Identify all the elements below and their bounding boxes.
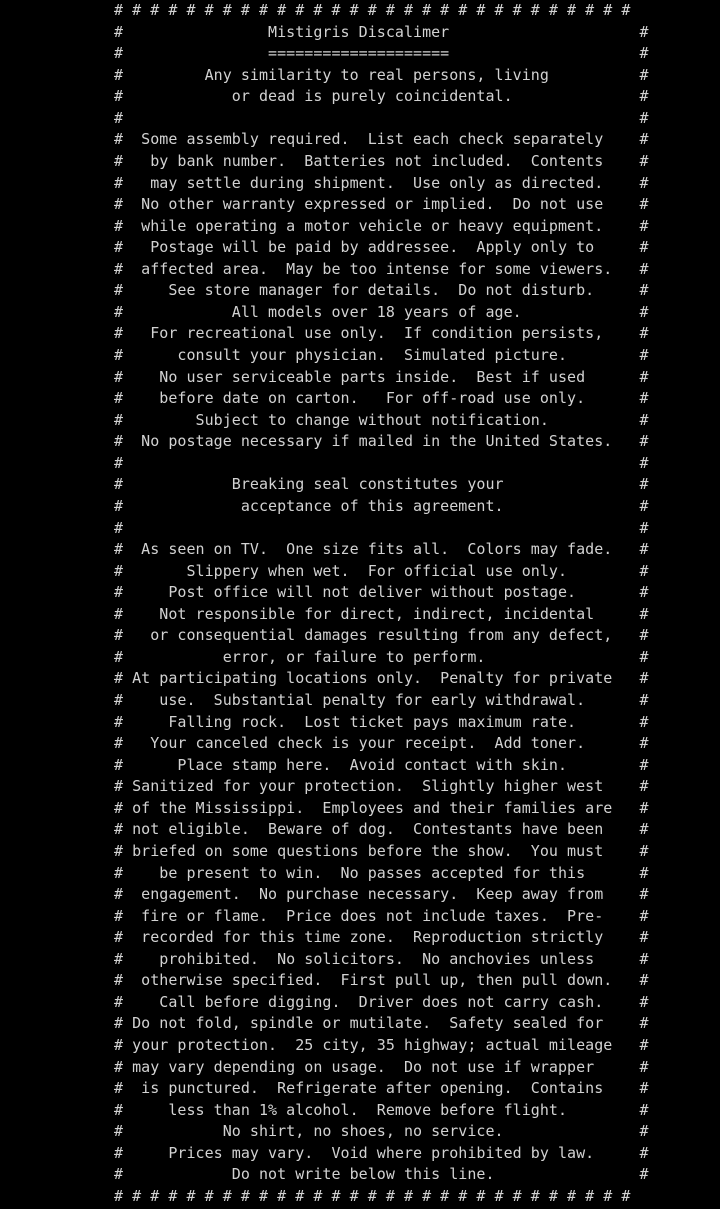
text-line: # Slippery when wet. For official use only. # <box>114 561 649 580</box>
text-line: # not eligible. Beware of dog. Contestants have been # <box>114 820 649 839</box>
text-line: # may settle during shipment. Use only as directed. # <box>114 173 649 192</box>
text-line: # Your canceled check is your receipt. Add toner. # <box>114 734 649 753</box>
text-line: # consult your physician. Simulated picture. # <box>114 346 649 364</box>
text-line: # Subject to change without notification. # <box>114 410 649 429</box>
text-line: # of the Mississippi. Employees and their families are # <box>114 798 649 817</box>
text-line: # is punctured. Refrigerate after opening. Contains # <box>114 1079 649 1098</box>
text-line: # No user serviceable parts inside. Best if used # <box>114 367 649 386</box>
text-line: # or dead is purely coincidental. # <box>114 87 649 106</box>
text-line: # Post office will not deliver without postage. # <box>114 583 649 602</box>
text-line: # # <box>114 108 649 127</box>
text-line: # briefed on some questions before the show. You must # <box>114 841 649 860</box>
text-line: # error, or failure to perform. # <box>114 647 649 666</box>
disclaimer-text-block <box>114 0 649 1208</box>
text-line: # affected area. May be too intense for some viewers. # <box>114 259 649 278</box>
text-line: # be present to win. No passes accepted for this # <box>114 863 649 882</box>
text-line: # No postage necessary if mailed in the United States. # <box>114 432 649 451</box>
border-top: # # # # # # # # # # # # # # # # # # # # # # # # # # # # # <box>114 1 631 19</box>
text-line: # See store manager for details. Do not disturb. # <box>114 281 649 300</box>
text-line: # Place stamp here. Avoid contact with skin. # <box>114 755 649 774</box>
text-line: # Do not fold, spindle or mutilate. Safety sealed for # <box>114 1014 649 1033</box>
text-line: # recorded for this time zone. Reproduction strictly # <box>114 928 649 947</box>
text-line: # engagement. No purchase necessary. Keep away from # <box>114 885 649 904</box>
title-underline: # ==================== # <box>114 44 649 63</box>
text-line: # before date on carton. For off-road use only. # <box>114 389 649 408</box>
text-line: # acceptance of this agreement. # <box>114 496 649 515</box>
text-line: # As seen on TV. One size fits all. Colors may fade. # <box>114 540 649 559</box>
text-line: # otherwise specified. First pull up, then pull down. # <box>114 971 649 990</box>
text-line: # For recreational use only. If condition persists, # <box>114 324 649 343</box>
text-line: # less than 1% alcohol. Remove before flight. # <box>114 1100 649 1119</box>
text-line: # # <box>114 518 649 537</box>
text-line: # while operating a motor vehicle or heavy equipment. # <box>114 216 649 235</box>
text-line: # Call before digging. Driver does not carry cash. # <box>114 992 649 1011</box>
text-line: # Prices may vary. Void where prohibited by law. # <box>114 1143 649 1162</box>
disclaimer-title: # Mistigris Discalimer # <box>114 22 649 41</box>
text-line: # At participating locations only. Penalty for private # <box>114 669 649 688</box>
border-bottom: # # # # # # # # # # # # # # # # # # # # # # # # # # # # # <box>114 1186 631 1205</box>
text-line: # your protection. 25 city, 35 highway; actual mileage # <box>114 1036 649 1054</box>
text-line: # may vary depending on usage. Do not use if wrapper # <box>114 1057 649 1076</box>
text-line: # Not responsible for direct, indirect, incidental # <box>114 604 649 623</box>
text-line: # Breaking seal constitutes your # <box>114 475 649 494</box>
text-line: # use. Substantial penalty for early withdrawal. # <box>114 691 649 709</box>
text-line: # Sanitized for your protection. Slightly higher west # <box>114 777 649 796</box>
text-line: # All models over 18 years of age. # <box>114 302 649 321</box>
text-line: # No shirt, no shoes, no service. # <box>114 1122 649 1141</box>
text-line: # No other warranty expressed or implied. Do not use # <box>114 195 649 214</box>
text-line: # Falling rock. Lost ticket pays maximum rate. # <box>114 712 649 731</box>
text-line: # fire or flame. Price does not include taxes. Pre- # <box>114 906 649 925</box>
text-line: # by bank number. Batteries not included. Contents # <box>114 151 649 170</box>
text-line: # Any similarity to real persons, living # <box>114 65 649 84</box>
text-line: # or consequential damages resulting from any defect, # <box>114 626 649 645</box>
text-line: # Postage will be paid by addressee. Apply only to # <box>114 238 649 257</box>
text-line: # Some assembly required. List each check separately # <box>114 130 649 149</box>
text-line: # # <box>114 453 649 472</box>
text-line: # prohibited. No solicitors. No anchovies unless # <box>114 949 649 968</box>
text-line: # Do not write below this line. # <box>114 1165 649 1184</box>
